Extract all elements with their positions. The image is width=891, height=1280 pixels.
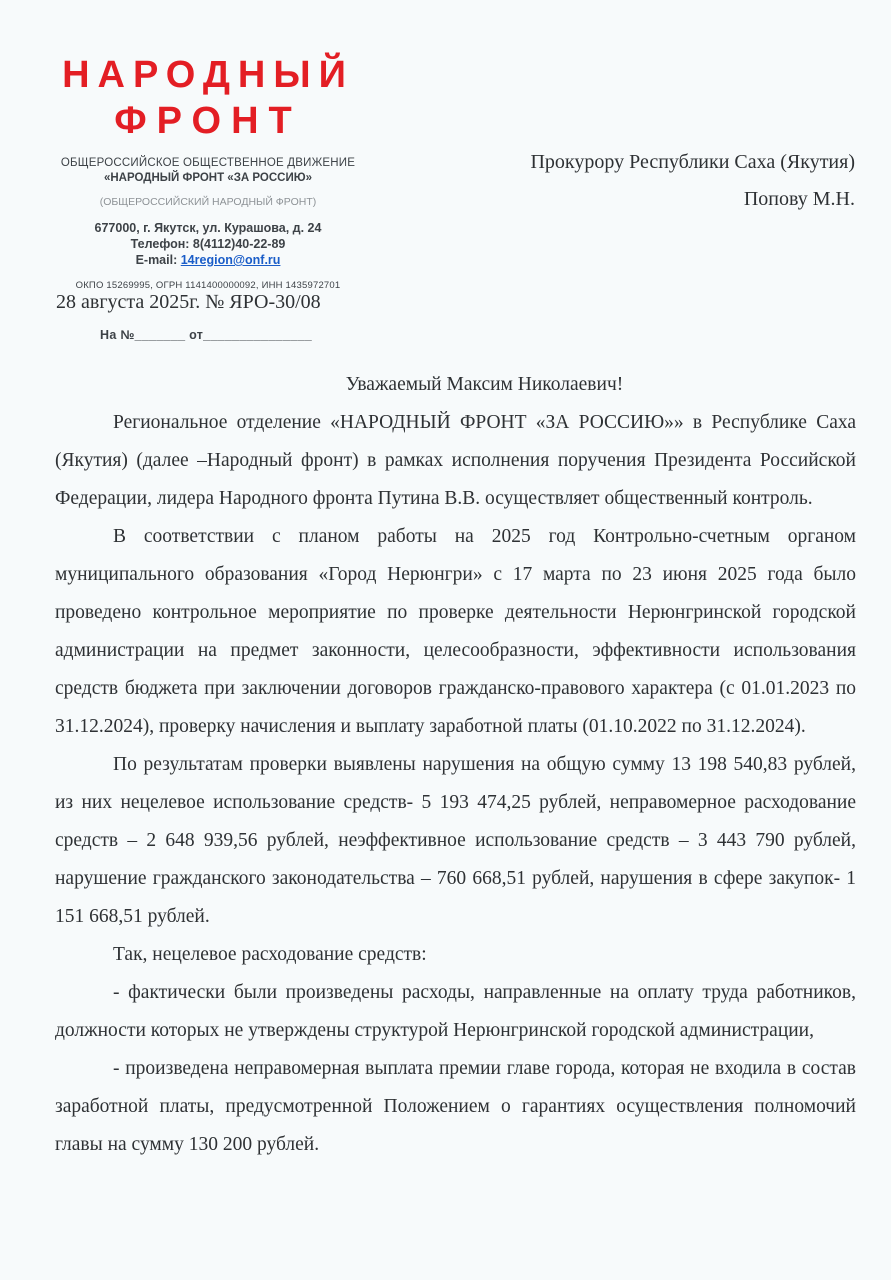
movement-name-line2: «НАРОДНЫЙ ФРОНТ «ЗА РОССИЮ» — [103, 172, 313, 184]
paragraph-3: По результатам проверки выявлены нарушения на общую сумму 13 198 540,83 рублей, из них нецелевое использование средств- 5 193 474,25 рублей, неправомерное расходование средств – 2 648 939,56 рублей, неэффективное использование средств – 3 443 790 рублей, нарушение гражданского законодательства – 760 668,51 рублей, нарушения в сфере закупок- 1 151 668,51 рублей. — [55, 754, 856, 927]
salutation: Уважаемый Максим Николаевич! — [345, 374, 624, 395]
reply-to-line: На №_______ от_______________ — [100, 328, 312, 342]
email-label: E-mail: — [135, 253, 178, 267]
org-registry-codes: ОКПО 15269995, ОГРН 1141400000092, ИНН 1435972701 — [75, 280, 341, 291]
recipient-block — [530, 144, 855, 218]
paragraph-4: Так, нецелевое расходование средств: — [113, 944, 427, 965]
org-email-row — [58, 253, 358, 267]
org-address: 677000, г. Якутск, ул. Курашова, д. 24 — [94, 221, 322, 235]
onf-logo-line1: НАРОДНЫЙ — [62, 54, 354, 96]
onf-logo — [58, 52, 358, 144]
paragraph-2: В соответствии с планом работы на 2025 год Контрольно-счетным органом муниципального образования «Город Нерюнгри» с 17 марта по 23 июня 2025 года было проведено контрольное мероприятие по проверке деятельности Нерюнгринской городской администрации на предмет законности, целесообразности, эффективности использования средств бюджета при заключении договоров гражданско-правового характера (с 01.01.2023 по 31.12.2024), проверку начисления и выплату заработной платы (01.10.2022 по 31.12.2024). — [55, 526, 856, 737]
recipient-name: Попову М.Н. — [743, 188, 855, 210]
recipient-title: Прокурору Республики Саха (Якутия) — [530, 151, 855, 173]
paragraph-1: Региональное отделение «НАРОДНЫЙ ФРОНТ «ЗА РОССИЮ»» в Республике Саха (Якутия) (далее –Народный фронт) в рамках исполнения поручения Президента Российской Федерации, лидера Народного фронта Путина В.В. осуществляет общественный контроль. — [55, 412, 856, 509]
email-link: 14region@onf.ru — [180, 253, 281, 267]
movement-alt-name: (ОБЩЕРОССИЙСКИЙ НАРОДНЫЙ ФРОНТ) — [99, 196, 317, 208]
org-phone: Телефон: 8(4112)40-22-89 — [130, 237, 286, 251]
letter-body — [55, 366, 856, 1164]
paragraph-5-list-item: - фактически были произведены расходы, направленные на оплату труда работников, должности которых не утверждены структурой Нерюнгринской городской администрации, — [55, 982, 856, 1041]
paragraph-6-list-item: - произведена неправомерная выплата премии главе города, которая не входила в состав заработной платы, предусмотренной Положением о гарантиях осуществления полномочий главы на сумму 130 200 рублей. — [55, 1058, 856, 1155]
onf-logo-line2: ФРОНТ — [114, 100, 302, 142]
letter-date-number: 28 августа 2025г. № ЯРО-30/08 — [56, 291, 321, 313]
movement-name-line1: ОБЩЕРОССИЙСКОЕ ОБЩЕСТВЕННОЕ ДВИЖЕНИЕ — [60, 157, 356, 169]
letterhead — [58, 52, 358, 291]
